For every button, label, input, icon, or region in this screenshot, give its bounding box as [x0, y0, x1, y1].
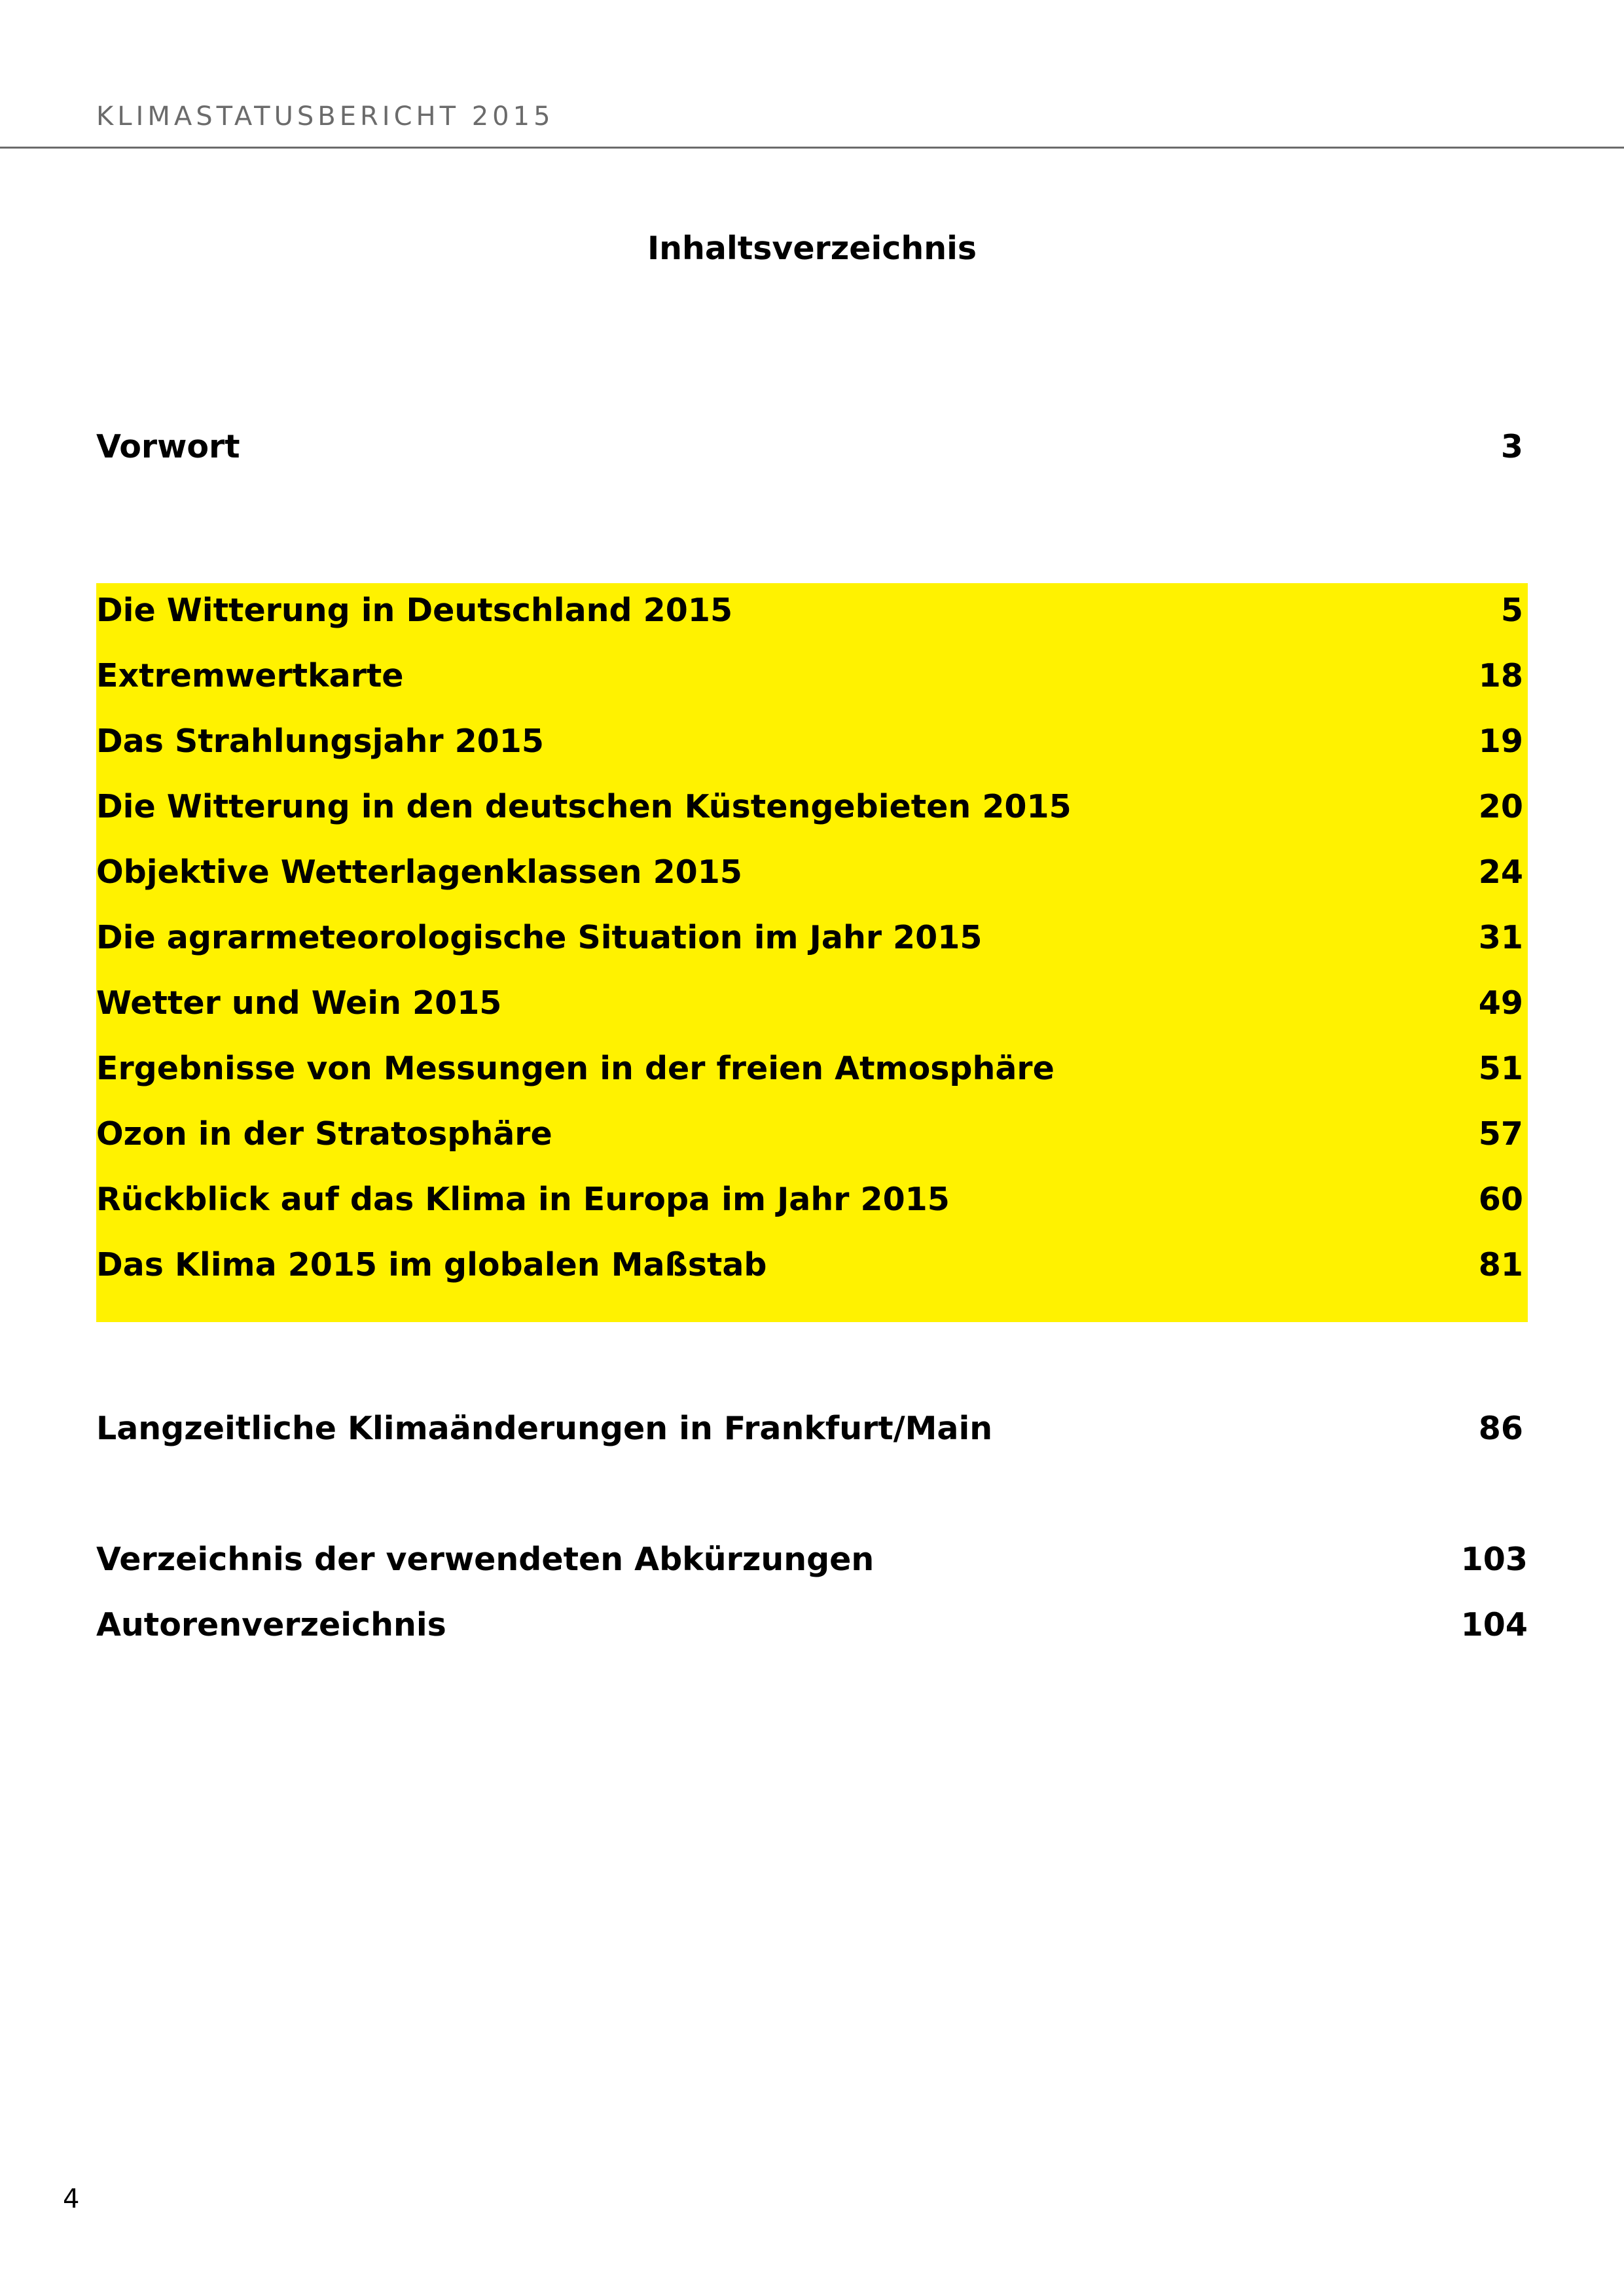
toc-entry-title: Ergebnisse von Messungen in der freien Atmosphäre — [96, 1050, 1055, 1087]
toc-entry-title: Verzeichnis der verwendeten Abkürzungen — [96, 1541, 875, 1578]
toc-entry-page: 19 — [1478, 723, 1523, 760]
toc-entry-title: Das Strahlungsjahr 2015 — [96, 723, 544, 760]
toc-title: Inhaltsverzeichnis — [647, 230, 977, 267]
toc-entry-abkuerzungen[interactable] — [96, 1541, 1528, 1578]
toc-entry-title: Die agrarmeteorologische Situation im Jahr 2015 — [96, 919, 983, 956]
toc-entry-title: Ozon in der Stratosphäre — [96, 1115, 552, 1153]
toc-entry[interactable] — [96, 788, 1523, 825]
toc-entry-page: 18 — [1478, 657, 1523, 694]
toc-entry-title: Autorenverzeichnis — [96, 1606, 446, 1643]
toc-entry-title: Wetter und Wein 2015 — [96, 984, 502, 1022]
toc-entry[interactable] — [96, 853, 1523, 891]
toc-entry-title: Die Witterung in den deutschen Küstengebieten 2015 — [96, 788, 1072, 825]
toc-entry-page: 60 — [1478, 1181, 1523, 1218]
header-rule — [0, 147, 1624, 149]
toc-entry-vorwort[interactable] — [96, 428, 1523, 465]
toc-entry[interactable] — [96, 1052, 1523, 1085]
toc-entry-page: 5 — [1500, 592, 1523, 629]
toc-entry-title: Langzeitliche Klimaänderungen in Frankfurt/Main — [96, 1410, 993, 1447]
toc-entry-page: 86 — [1478, 1410, 1523, 1447]
toc-entry-page: 49 — [1478, 984, 1523, 1022]
toc-entry-title: Vorwort — [96, 428, 240, 465]
toc-entry-page: 31 — [1478, 919, 1523, 956]
toc-entry[interactable] — [96, 919, 1523, 956]
toc-entry[interactable] — [96, 1115, 1523, 1153]
running-header: KLIMASTATUSBERICHT 2015 — [96, 101, 554, 132]
toc-entry-page: 81 — [1478, 1246, 1523, 1283]
toc-entry-title: Rückblick auf das Klima in Europa im Jahr 2015 — [96, 1181, 950, 1218]
toc-entry-title: Die Witterung in Deutschland 2015 — [96, 592, 733, 629]
toc-entry[interactable] — [96, 657, 1523, 694]
toc-entry-page: 57 — [1478, 1115, 1523, 1153]
toc-entry-autoren[interactable] — [96, 1606, 1528, 1643]
toc-entry-page: 24 — [1478, 853, 1523, 891]
toc-entry-title: Das Klima 2015 im globalen Maßstab — [96, 1246, 767, 1283]
toc-entry-page: 20 — [1478, 788, 1523, 825]
toc-entry[interactable] — [96, 1246, 1523, 1283]
toc-entry[interactable] — [96, 1181, 1523, 1218]
toc-entry[interactable] — [96, 723, 1523, 760]
toc-entry-page: 51 — [1478, 1050, 1523, 1087]
toc-entry-page: 3 — [1500, 428, 1523, 465]
toc-entry[interactable] — [96, 984, 1523, 1022]
toc-entry-page: 103 — [1460, 1541, 1528, 1578]
toc-entry-title: Objektive Wetterlagenklassen 2015 — [96, 853, 742, 891]
toc-entry-frankfurt[interactable] — [96, 1410, 1523, 1447]
page-number: 4 — [63, 2184, 80, 2214]
toc-entry-title: Extremwertkarte — [96, 657, 404, 694]
toc-entry[interactable] — [96, 592, 1523, 629]
toc-entry-page: 104 — [1460, 1606, 1528, 1643]
